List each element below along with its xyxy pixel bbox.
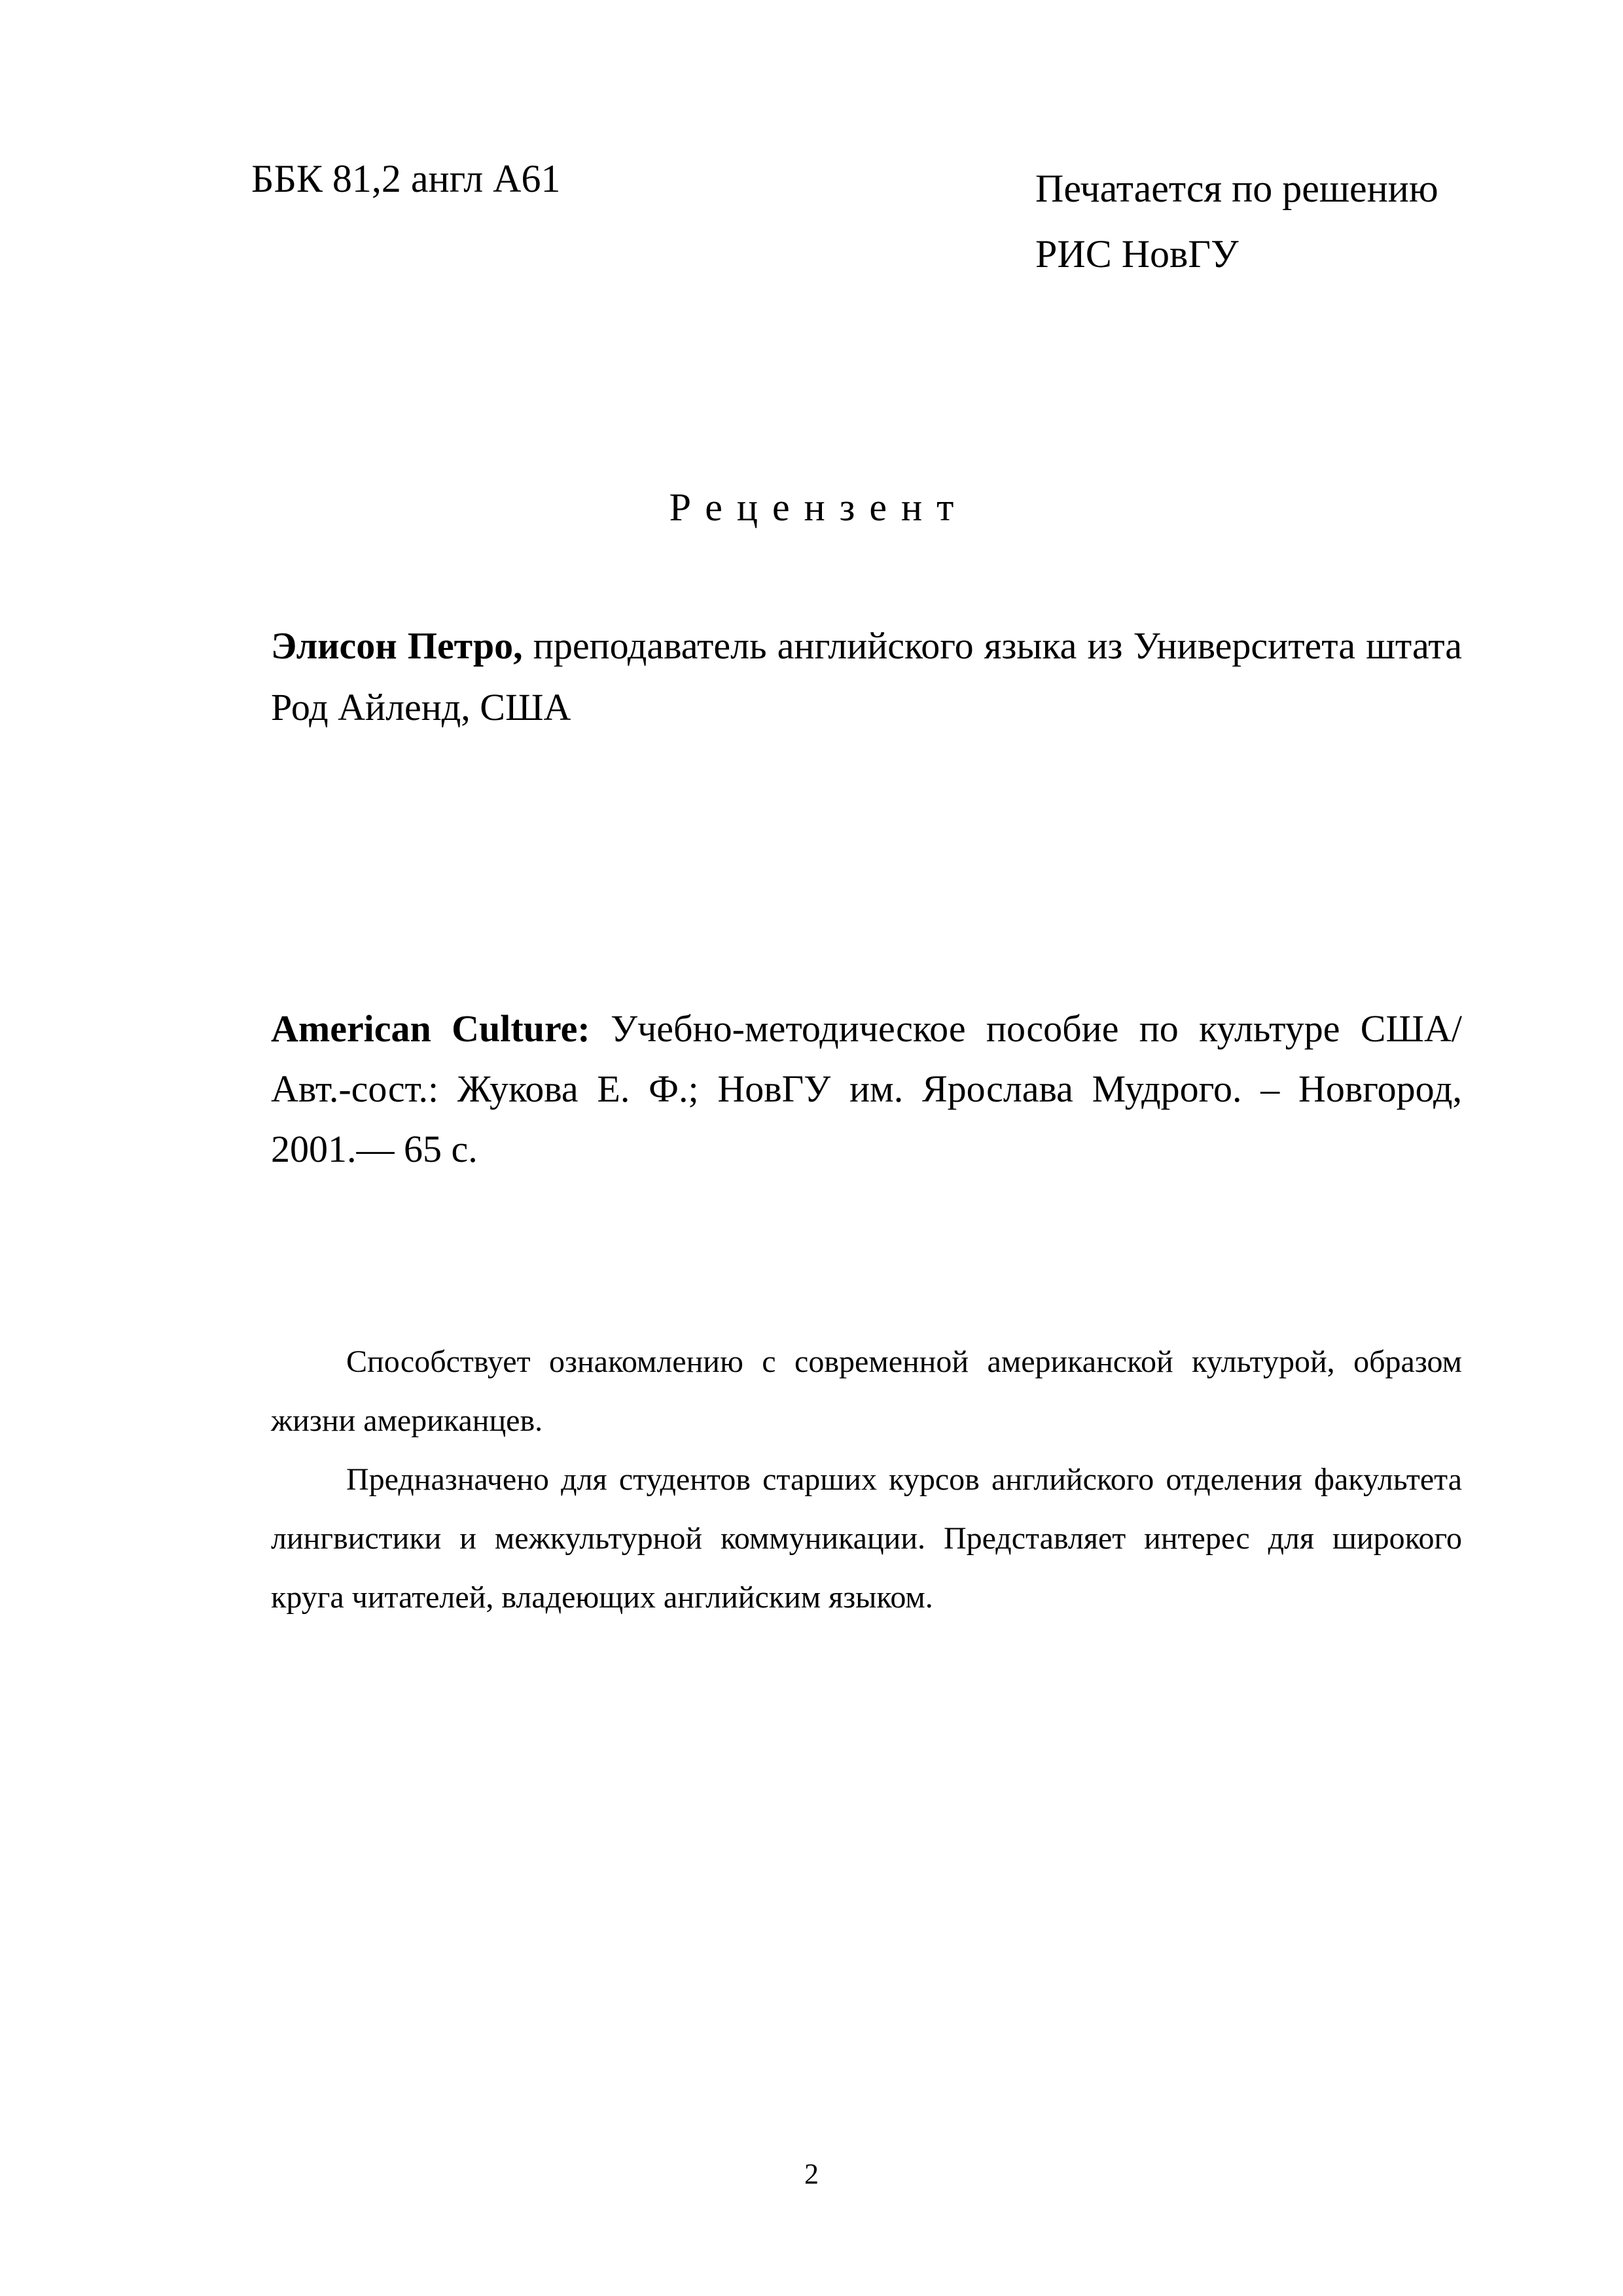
- book-title: American Culture:: [271, 1007, 590, 1050]
- reviewer-description: преподаватель английского языка из Университета штата Род Айленд, США: [271, 624, 1462, 728]
- annotation: [271, 1333, 1462, 1627]
- annotation-paragraph-1: Способствует ознакомлению с современной американской культурой, образом жизни американцев.: [271, 1344, 1462, 1438]
- reviewer-heading: Рецензент: [669, 486, 969, 529]
- imprint-line-2: РИС НовГУ: [1035, 232, 1239, 276]
- imprint-note: [1035, 156, 1438, 287]
- page-number: 2: [804, 2158, 819, 2190]
- reviewer-name: Элисон Петро,: [271, 624, 523, 667]
- bibliographic-details: Учебно-методическое пособие по культуре США/ Авт.-сост.: Жукова Е. Ф.; НовГУ им. Ярослава Мудрого. – Новгород, 2001.— 65 с.: [271, 1007, 1462, 1170]
- imprint-line-1: Печатается по решению: [1035, 167, 1438, 210]
- annotation-paragraph-2: Предназначено для студентов старших курсов английского отделения факультета лингвистики и межкультурной коммуникации. Представляет интерес для широкого круга читателей, владеющих английским языком.: [271, 1462, 1462, 1615]
- bbk-index: ББК 81,2 англ А61: [251, 157, 561, 200]
- bibliographic-record: [271, 999, 1462, 1179]
- reviewer-paragraph: [271, 615, 1462, 738]
